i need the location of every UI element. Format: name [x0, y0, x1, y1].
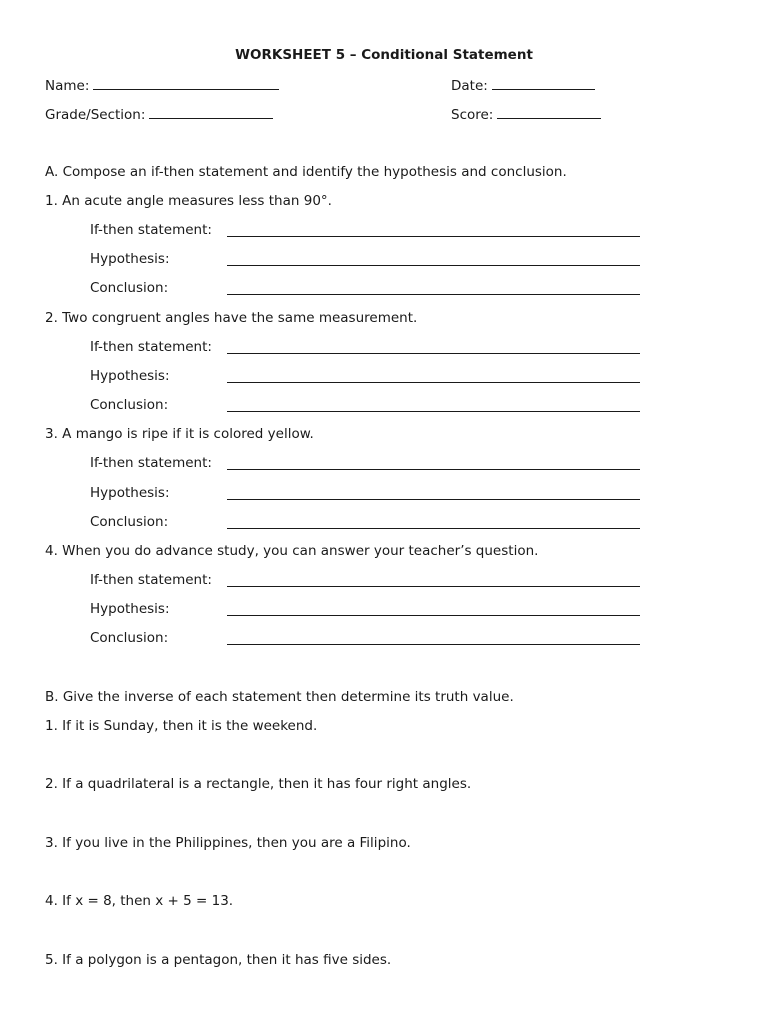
part-a-item: 4. When you do advance study, you can answer your teacher’s question.	[45, 543, 539, 559]
ifthen-label: If-then statement:	[90, 455, 212, 471]
hypothesis-label: Hypothesis:	[90, 601, 170, 617]
date-field	[451, 76, 595, 95]
ifthen-answer-line[interactable]	[227, 586, 640, 587]
hypothesis-label: Hypothesis:	[90, 251, 170, 267]
date-label: Date:	[451, 78, 488, 94]
conclusion-answer-line[interactable]	[227, 528, 640, 529]
part-a-item: 3. A mango is ripe if it is colored yellow.	[45, 426, 314, 442]
score-blank[interactable]	[497, 105, 601, 119]
ifthen-answer-line[interactable]	[227, 469, 640, 470]
date-blank[interactable]	[492, 76, 595, 90]
conclusion-answer-line[interactable]	[227, 644, 640, 645]
conclusion-answer-line[interactable]	[227, 411, 640, 412]
part-b-item: 2. If a quadrilateral is a rectangle, then it has four right angles.	[45, 776, 472, 792]
score-field	[451, 105, 601, 124]
hypothesis-answer-line[interactable]	[227, 499, 640, 500]
part-a-item: 1. An acute angle measures less than 90°.	[45, 193, 332, 209]
conclusion-label: Conclusion:	[90, 397, 169, 413]
ifthen-label: If-then statement:	[90, 572, 212, 588]
ifthen-label: If-then statement:	[90, 339, 212, 355]
conclusion-label: Conclusion:	[90, 280, 169, 296]
score-label: Score:	[451, 107, 494, 123]
part-b-item: 3. If you live in the Philippines, then you are a Filipino.	[45, 835, 411, 851]
part-b-item: 1. If it is Sunday, then it is the weekend.	[45, 718, 318, 734]
hypothesis-answer-line[interactable]	[227, 615, 640, 616]
grade-section-blank[interactable]	[149, 105, 273, 119]
hypothesis-label: Hypothesis:	[90, 485, 170, 501]
ifthen-answer-line[interactable]	[227, 236, 640, 237]
grade-section-field	[45, 105, 273, 124]
name-field	[45, 76, 279, 95]
part-b-item: 4. If x = 8, then x + 5 = 13.	[45, 893, 234, 909]
hypothesis-answer-line[interactable]	[227, 382, 640, 383]
ifthen-answer-line[interactable]	[227, 353, 640, 354]
worksheet-title: WORKSHEET 5 – Conditional Statement	[235, 47, 533, 63]
conclusion-label: Conclusion:	[90, 514, 169, 530]
hypothesis-label: Hypothesis:	[90, 368, 170, 384]
part-a-instruction: A. Compose an if-then statement and identify the hypothesis and conclusion.	[45, 164, 567, 180]
hypothesis-answer-line[interactable]	[227, 265, 640, 266]
name-label: Name:	[45, 78, 90, 94]
conclusion-label: Conclusion:	[90, 630, 169, 646]
part-b-instruction: B. Give the inverse of each statement then determine its truth value.	[45, 689, 514, 705]
part-a-item: 2. Two congruent angles have the same measurement.	[45, 310, 418, 326]
ifthen-label: If-then statement:	[90, 222, 212, 238]
conclusion-answer-line[interactable]	[227, 294, 640, 295]
part-b-item: 5. If a polygon is a pentagon, then it has five sides.	[45, 952, 392, 968]
name-blank[interactable]	[93, 76, 279, 90]
grade-section-label: Grade/Section:	[45, 107, 146, 123]
